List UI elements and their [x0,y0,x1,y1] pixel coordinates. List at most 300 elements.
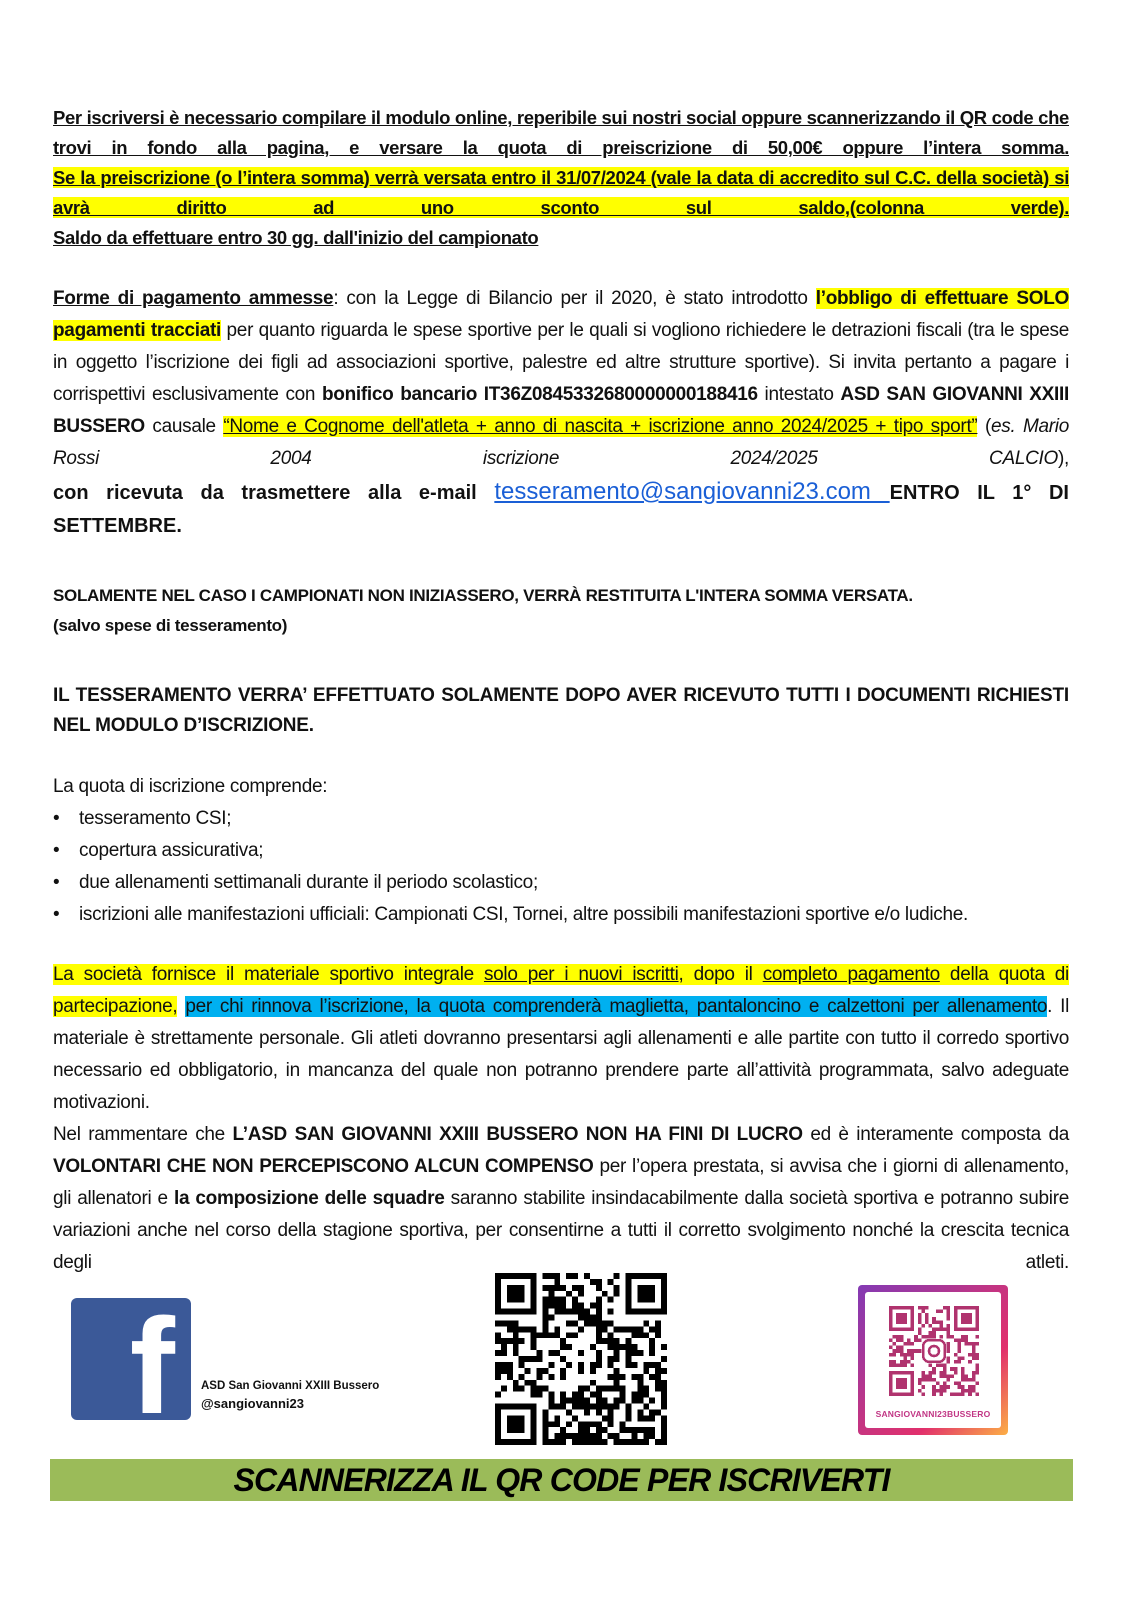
qr-module [596,1315,602,1321]
qr-module [968,1392,972,1396]
qr-module [631,1433,637,1439]
qr-module [602,1403,608,1409]
qr-module [947,1335,951,1339]
qr-module [584,1320,590,1326]
intro-discount-paragraph [53,163,1069,223]
qr-module [932,1385,936,1389]
qr-module [596,1326,602,1332]
qr-module [947,1328,951,1332]
qr-module [918,1378,922,1382]
qr-module [939,1364,943,1368]
qr-module [495,1338,501,1344]
qr-module [590,1439,596,1445]
qr-module [954,1382,958,1386]
qr-module [921,1324,925,1328]
facebook-info [201,1378,379,1412]
qr-module [643,1433,649,1439]
qr-module [936,1320,940,1324]
discount-highlight: Se la preiscrizione (o l’intera somma) verrà versata entro il 31/07/2024 (vale la data di accredito sul C.C. della società) si avrà diritto ad uno sconto sul saldo,(colonna verde). [53,167,1069,218]
qr-module [560,1403,566,1409]
qr-module [572,1439,578,1445]
qr-module [943,1364,947,1368]
qr-module [972,1374,976,1378]
qr-module [602,1320,608,1326]
qr-module [554,1273,560,1279]
qr-module [637,1415,643,1421]
qr-module [961,1385,965,1389]
qr-module [943,1389,947,1393]
qr-module [566,1344,572,1350]
intro-balance-line: Saldo da effettuare entro 30 gg. dall'inizio del campionato [53,227,539,248]
qr-module [936,1310,940,1314]
qr-module [614,1344,620,1350]
qr-module [900,1360,904,1364]
qr-module [918,1382,922,1386]
qr-module [519,1374,525,1380]
team-composition: la composizione delle squadre [174,1188,445,1209]
qr-module [975,1367,979,1371]
qr-module [932,1367,936,1371]
material-new-members: solo per i nuovi iscritti [483,964,679,985]
qr-module [957,1338,961,1342]
qr-module [572,1403,578,1409]
material-paragraph [53,959,1069,1119]
qr-module [495,1332,501,1338]
qr-module [554,1415,560,1421]
qr-module [560,1398,566,1404]
qr-module [537,1386,543,1392]
qr-module [900,1346,904,1350]
qr-module [620,1374,626,1380]
qr-module [625,1415,631,1421]
qr-module [637,1350,643,1356]
qr-module [602,1338,608,1344]
qr-module [943,1371,947,1375]
qr-module [947,1356,951,1360]
qr-module [531,1392,537,1398]
qr-module [896,1335,900,1339]
qr-module [578,1315,584,1321]
facebook-icon[interactable] [71,1298,191,1420]
qr-module [643,1362,649,1368]
qr-module [584,1433,590,1439]
qr-module [602,1386,608,1392]
qr-code[interactable] [495,1273,667,1445]
qr-module [961,1356,965,1360]
qr-module [501,1320,507,1326]
qr-module [596,1386,602,1392]
qr-module [975,1335,979,1339]
qr-module [911,1353,915,1357]
payment-heading: Forme di pagamento ammesse [53,288,334,309]
list-item: • iscrizioni alle manifestazioni ufficiali: Campionati CSI, Tornei, altre possibili manifestazioni sportive e/o ludiche. [53,899,1069,931]
qr-module [578,1403,584,1409]
qr-module [649,1433,655,1439]
qr-module [548,1403,554,1409]
qr-module [560,1303,566,1309]
qr-module [608,1403,614,1409]
qr-module [596,1350,602,1356]
qr-module [939,1385,943,1389]
qr-module [932,1317,936,1321]
qr-module [578,1285,584,1291]
qr-module [572,1398,578,1404]
qr-module [932,1335,936,1339]
qr-module [961,1371,965,1375]
qr-module [968,1389,972,1393]
instagram-qr-inner [865,1292,1001,1428]
qr-module [911,1349,915,1353]
qr-module [925,1306,929,1310]
qr-module [566,1398,572,1404]
qr-module [584,1309,590,1315]
qr-module [578,1427,584,1433]
banner-text: SCANNERIZZA IL QR CODE PER ISCRIVERTI [233,1462,890,1498]
qr-module [513,1338,519,1344]
qr-module [584,1386,590,1392]
qr-module [596,1332,602,1338]
qr-module [972,1371,976,1375]
nonprofit-text-1: Nel rammentare che [53,1124,233,1145]
qr-module [950,1335,954,1339]
qr-module [625,1409,631,1415]
qr-module [655,1374,661,1380]
qr-module [554,1326,560,1332]
qr-module [975,1371,979,1375]
facebook-page-name: ASD San Giovanni XXIII Bussero [201,1380,380,1392]
qr-module [655,1326,661,1332]
qr-module [554,1403,560,1409]
qr-module [947,1346,951,1350]
qr-module [643,1427,649,1433]
qr-module [661,1380,667,1386]
qr-module [649,1338,655,1344]
qr-module [566,1362,572,1368]
qr-module [596,1433,602,1439]
qr-module [507,1285,525,1303]
qr-module [954,1367,958,1371]
qr-module [900,1349,904,1353]
qr-module [608,1344,614,1350]
qr-module [643,1368,649,1374]
qr-module [655,1362,661,1368]
qr-module [655,1368,661,1374]
qr-module [554,1297,560,1303]
qr-module [661,1427,667,1433]
qr-module [584,1427,590,1433]
footer-row [0,1270,1132,1460]
qr-module [947,1342,951,1346]
qr-module [921,1306,925,1310]
qr-module [631,1392,637,1398]
qr-module [578,1433,584,1439]
qr-module [631,1344,637,1350]
qr-module [954,1338,958,1342]
refund-notice [53,581,1069,641]
qr-module [918,1313,922,1317]
qr-module [507,1362,513,1368]
qr-module [893,1342,897,1346]
qr-module [947,1324,951,1328]
qr-module [947,1310,951,1314]
qr-module [513,1344,519,1350]
qr-module [560,1356,566,1362]
qr-module [968,1353,972,1357]
qr-module [637,1398,643,1404]
qr-module [637,1386,643,1392]
qr-module [620,1344,626,1350]
qr-module [896,1313,907,1324]
qr-module [542,1273,548,1279]
qr-module [925,1317,929,1321]
qr-module [548,1350,554,1356]
qr-module [929,1364,933,1368]
qr-module [542,1368,548,1374]
qr-module [625,1439,631,1445]
qr-module [939,1389,943,1393]
qr-module [918,1328,922,1332]
qr-module [608,1374,614,1380]
qr-module [903,1356,907,1360]
facebook-glyph: f [129,1298,175,1420]
qr-module [939,1371,943,1375]
qr-module [925,1320,929,1324]
qr-module [501,1368,507,1374]
account-holder: ASD SAN GIOVANNI XXIII BUSSERO [53,384,1069,437]
nonprofit-text-3: per l’opera prestata, si avvisa che i giorni di allenamento, gli allenatori e [53,1156,1069,1209]
list-item: • due allenamenti settimanali durante il periodo scolastico; [53,867,1069,899]
qr-module [643,1392,649,1398]
qr-module [625,1338,631,1344]
material-full-payment: completo pagamento [762,964,940,985]
qr-module [548,1421,554,1427]
intro-section [53,103,1069,253]
qr-module [507,1326,513,1332]
qr-module [929,1331,933,1335]
qr-module [578,1326,584,1332]
qr-module [914,1349,918,1353]
payment-text-6: ), [1057,448,1069,469]
qr-module [501,1362,507,1368]
qr-module [608,1332,614,1338]
qr-module [932,1392,936,1396]
qr-module [932,1378,936,1382]
qr-module [900,1338,904,1342]
qr-module [548,1332,554,1338]
qr-module [578,1439,584,1445]
qr-module [542,1303,548,1309]
qr-module [661,1356,667,1362]
qr-module [957,1385,961,1389]
qr-module [947,1385,951,1389]
qr-module [911,1356,915,1360]
qr-module [972,1349,976,1353]
qr-module [625,1326,631,1332]
qr-module [507,1338,513,1344]
instagram-qr-card[interactable] [858,1285,1008,1435]
qr-module [965,1374,969,1378]
qr-module [572,1303,578,1309]
qr-module [590,1392,596,1398]
qr-module [560,1344,566,1350]
qr-module [889,1338,893,1342]
qr-module [939,1328,943,1332]
qr-module [972,1346,976,1350]
qr-module [596,1398,602,1404]
qr-module [943,1328,947,1332]
payment-causale: “Nome e Cognome dell'atleta + anno di nascita + iscrizione anno 2024/2025 + tipo sport” [223,416,978,437]
qr-module [596,1338,602,1344]
qr-module [907,1353,911,1357]
qr-module [643,1415,649,1421]
qr-module [596,1285,602,1291]
qr-module [918,1389,922,1393]
qr-module [525,1326,531,1332]
qr-module [921,1374,925,1378]
qr-module [596,1403,602,1409]
qr-module [572,1273,578,1279]
qr-module [566,1421,572,1427]
qr-module [655,1386,661,1392]
qr-module [590,1279,596,1285]
email-link[interactable]: tesseramento@sangiovanni23.com [494,478,890,505]
qr-module [661,1398,667,1404]
qr-module [537,1356,543,1362]
qr-module [637,1285,655,1303]
qr-module [929,1324,933,1328]
qr-module [548,1291,554,1297]
qr-module [590,1362,596,1368]
qr-module [608,1320,614,1326]
qr-module [537,1392,543,1398]
qr-module [566,1309,572,1315]
qr-module [560,1368,566,1374]
instagram-qr-icon [889,1306,979,1396]
qr-module [614,1380,620,1386]
material-text-1: La società fornisce il materiale sportivo integrale [53,964,484,985]
qr-module [620,1421,626,1427]
qr-module [655,1332,661,1338]
qr-module [655,1380,661,1386]
qr-module [614,1439,620,1445]
qr-module [513,1332,519,1338]
qr-module [596,1409,602,1415]
qr-module [961,1374,965,1378]
qr-module [972,1378,976,1382]
qr-module [925,1378,929,1382]
intro-paragraph: Per iscriversi è necessario compilare il modulo online, reperibile sui nostri social oppure scannerizzando il QR code che trovi in fondo alla pagina, e versare la quota di preiscrizione di 50,00€ oppure l’intera somma. [53,107,1069,158]
qr-module [925,1313,929,1317]
qr-module [631,1362,637,1368]
qr-module [655,1409,661,1415]
qr-module [889,1360,893,1364]
qr-module [661,1392,667,1398]
qr-module [649,1344,655,1350]
qr-module [578,1303,584,1309]
qr-module [896,1349,900,1353]
qr-module [649,1427,655,1433]
list-item: • copertura assicurativa; [53,835,1069,867]
qr-module [947,1306,951,1310]
qr-module [614,1291,620,1297]
qr-module [584,1403,590,1409]
qr-module [965,1338,969,1342]
qr-module [590,1303,596,1309]
qr-module [614,1433,620,1439]
qr-module [608,1356,614,1362]
qr-module [631,1427,637,1433]
qr-module [548,1315,554,1321]
qr-module [921,1335,925,1339]
qr-module [936,1364,940,1368]
qr-module [614,1398,620,1404]
qr-module [637,1380,643,1386]
qr-module [655,1439,661,1445]
qr-module [602,1291,608,1297]
qr-module [961,1335,965,1339]
qr-module [572,1285,578,1291]
qr-module [542,1433,548,1439]
qr-module [957,1346,961,1350]
payment-example: es. Mario Rossi 2004 iscrizione 2024/2025 CALCIO [53,416,1069,469]
qr-module [957,1342,961,1346]
qr-module [501,1338,507,1344]
qr-module [929,1371,933,1375]
qr-module [943,1306,947,1310]
qr-module [950,1367,954,1371]
volunteers-statement: VOLONTARI CHE NON PERCEPISCONO ALCUN COMPENSO [53,1156,594,1177]
qr-module [957,1360,961,1364]
qr-module [578,1291,584,1297]
qr-module [903,1353,907,1357]
qr-module [608,1309,614,1315]
qr-module [614,1368,620,1374]
qr-module [961,1313,972,1324]
qr-module [893,1335,897,1339]
qr-module [560,1433,566,1439]
qr-module [907,1342,911,1346]
qr-module [649,1362,655,1368]
qr-module [932,1328,936,1332]
qr-module [625,1356,631,1362]
qr-module [501,1344,507,1350]
qr-module [961,1392,965,1396]
qr-module [554,1332,560,1338]
qr-module [495,1350,501,1356]
qr-module [572,1332,578,1338]
qr-module [643,1320,649,1326]
qr-module [525,1356,531,1362]
qr-module [932,1320,936,1324]
qr-module [566,1320,572,1326]
qr-module [590,1403,596,1409]
payment-paragraph [53,283,1069,475]
facebook-handle: @sangiovanni23 [201,1396,304,1411]
qr-module [507,1415,525,1433]
qr-module [943,1382,947,1386]
qr-module [614,1356,620,1362]
qr-module [637,1332,643,1338]
qr-module [554,1309,560,1315]
qr-module [957,1392,961,1396]
qr-module [584,1398,590,1404]
qr-module [947,1378,951,1382]
qr-module [602,1415,608,1421]
quota-list [53,803,1069,931]
qr-module [975,1342,979,1346]
qr-module [572,1320,578,1326]
qr-module [614,1350,620,1356]
